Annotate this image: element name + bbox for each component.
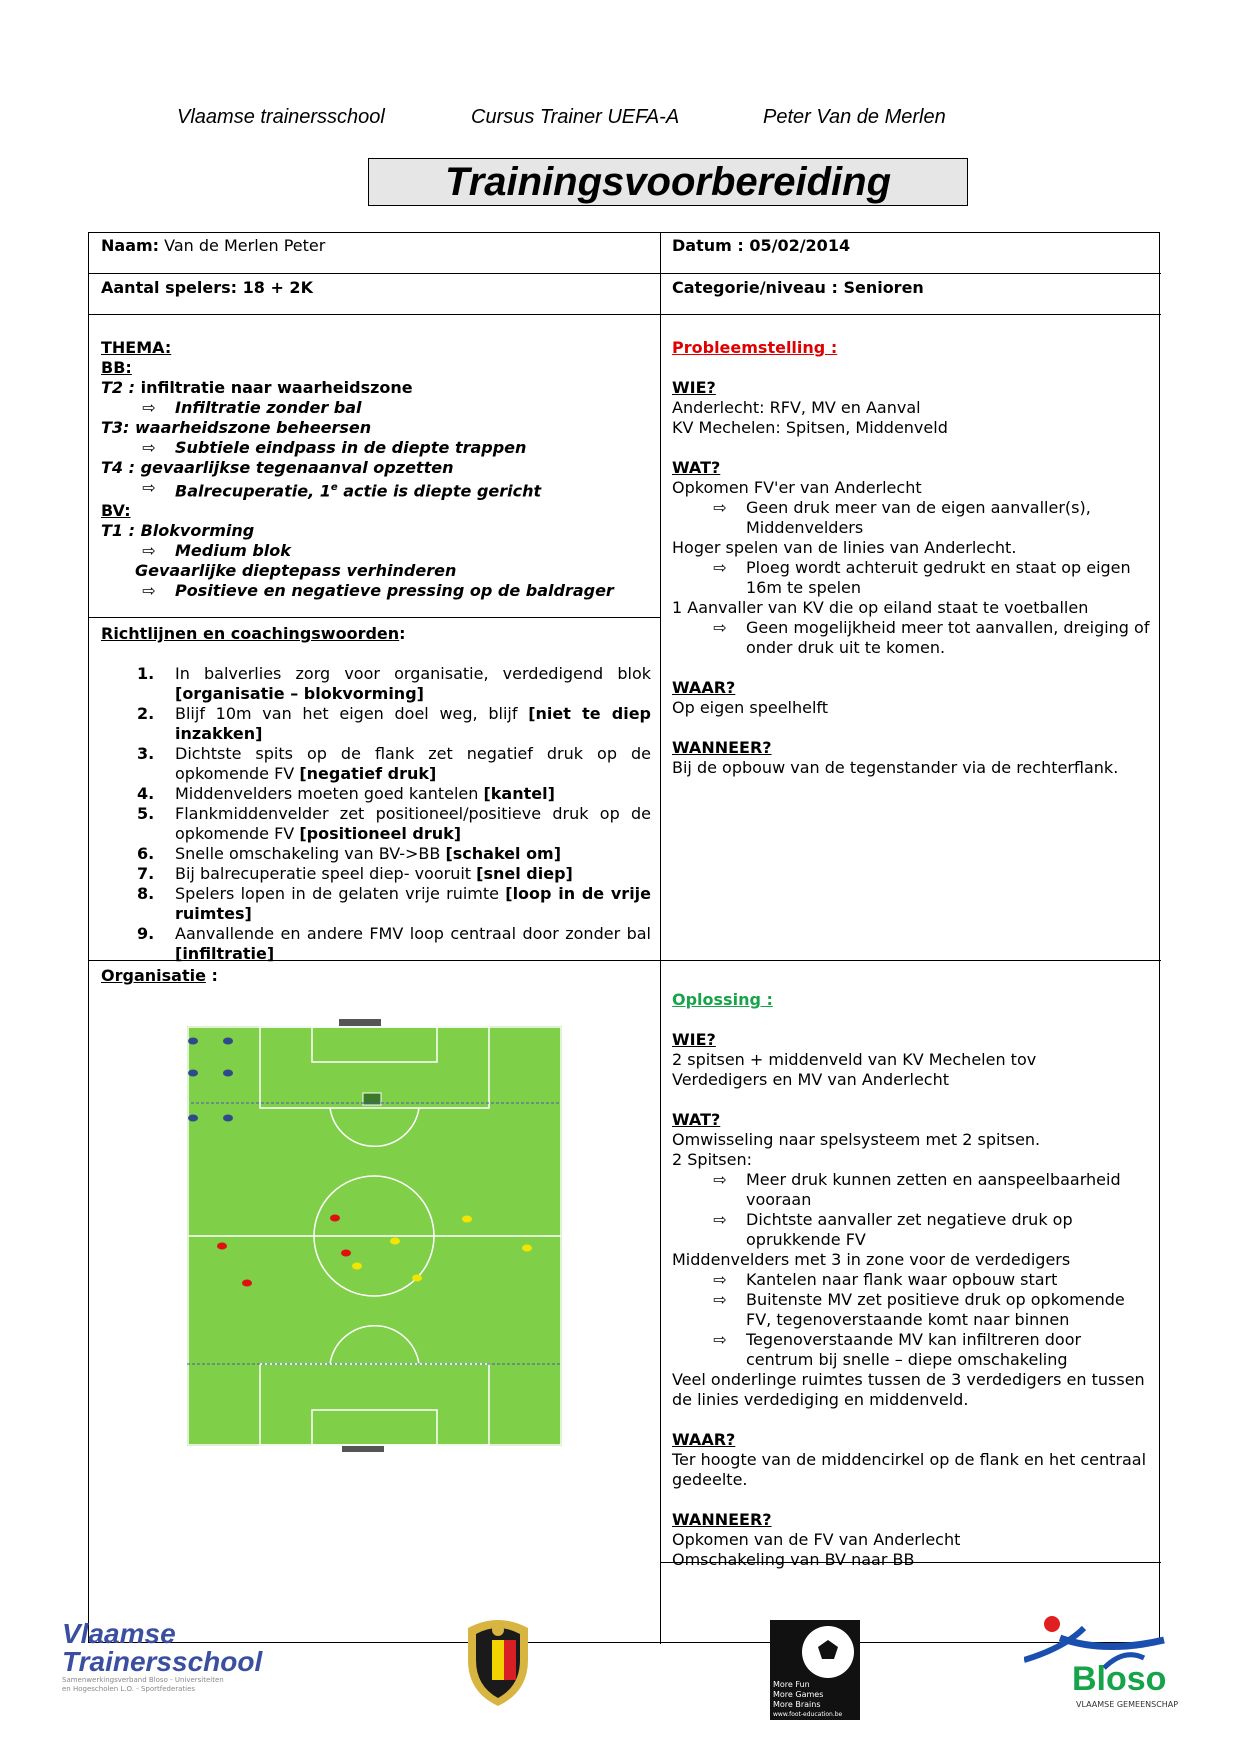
probleem-wat-2-sub: Ploeg wordt achteruit gedrukt en staat op eigen 16m te spelen <box>746 558 1131 597</box>
richtlijn-number: 3. <box>137 744 155 763</box>
row-divider <box>89 617 660 618</box>
player-dot-blue <box>223 1115 233 1122</box>
page-title: Trainingsvoorbereiding <box>368 158 968 206</box>
fe-url: www.foot-education.be <box>773 1711 843 1718</box>
player-dot-yellow <box>522 1245 532 1252</box>
form-table <box>88 232 1160 1643</box>
richtlijn-item <box>101 804 651 844</box>
foot-education-logo <box>770 1620 860 1720</box>
wat-label: WAT? <box>672 458 721 477</box>
oplossing-wat-3-sub3: Tegenoverstaande MV kan infiltreren door centrum bij snelle – diepe omschakeling <box>746 1330 1082 1369</box>
richtlijn-keyword: [schakel om] <box>445 844 562 863</box>
probleem-wanneer: Bij de opbouw van de tegenstander via de rechterflank. <box>672 758 1119 777</box>
richtlijn-number: 9. <box>137 924 155 943</box>
richtlijn-item <box>101 664 651 704</box>
richtlijn-number: 1. <box>137 664 155 683</box>
t2-sub: Infiltratie zonder bal <box>175 398 362 417</box>
thema-label: THEMA: <box>101 338 172 357</box>
probleem-wie-1: Anderlecht: RFV, MV en Aanval <box>672 398 921 417</box>
richtlijnen-section: Richtlijnen en coachingswoorden: 1. In balverlies zorg voor organisatie, verdedigend blok [organisatie – blokvorming] 2. Blijf 10m van het eigen doel weg, blijf [niet te diep inzakken] 3. Dichtste spits op de flank zet negatief druk op de opkomende FV [negatief druk] 4. Middenvelders moeten goed kantelen [kantel] 5. Flankmiddenvelder zet positioneel/positieve druk op de opkomende FV [positioneel druk] 6. Snelle omschakeling van BV->BB [schakel om] 7. Bij balrecuperatie speel diep- vooruit [snel diep] 8. Spelers lopen in de gelaten vrije ruimte [loop in de vrije ruimtes] 9. Aanvallende en andere FMV loop centraal door zonder bal [infiltratie] <box>101 624 652 963</box>
arrow-icon: ⇨ <box>713 1270 727 1289</box>
player-dot-yellow <box>462 1216 472 1223</box>
richtlijn-keyword: [infiltratie] <box>175 944 275 963</box>
richtlijn-number: 4. <box>137 784 155 803</box>
richtlijn-keyword: [negatief druk] <box>299 764 437 783</box>
oplossing-wat-4: Veel onderlinge ruimtes tussen de 3 verdedigers en tussen de linies verdediging en middenveld. <box>672 1370 1145 1409</box>
t2-prefix: T2 : <box>101 378 136 397</box>
oplossing-wie-1: 2 spitsen + middenveld van KV Mechelen tov <box>672 1050 1037 1069</box>
arrow-icon: ⇨ <box>713 1330 727 1349</box>
logo-small-2: en Hogescholen L.O. - Sportfederaties <box>62 1685 196 1693</box>
player-dot-red <box>217 1243 227 1250</box>
richtlijn-keyword: [kantel] <box>483 784 555 803</box>
waar-label: WAAR? <box>672 678 736 697</box>
richtlijn-keyword: [loop in de vrije ruimtes] <box>175 884 652 923</box>
richtlijn-item <box>101 844 651 864</box>
arrow-icon: ⇨ <box>142 541 156 561</box>
organisatie-field: Organisatie : <box>101 966 218 985</box>
t3-sub: Subtiele eindpass in de diepte trappen <box>175 438 527 457</box>
arrow-icon: ⇨ <box>713 618 727 637</box>
richtlijn-item <box>101 784 651 804</box>
richtlijn-number: 2. <box>137 704 155 723</box>
player-dot-red <box>330 1215 340 1222</box>
oplossing-label: Oplossing : <box>672 990 773 1009</box>
richtlijnen-label: Richtlijnen en coachingswoorden <box>101 624 400 643</box>
richtlijn-text: Middenvelders moeten goed kantelen <box>175 784 484 803</box>
datum-field: Datum : 05/02/2014 <box>672 236 851 255</box>
oplossing-section <box>672 990 1152 1570</box>
richtlijn-text: Spelers lopen in de gelaten vrije ruimte <box>175 884 506 903</box>
richtlijn-number: 5. <box>137 804 155 823</box>
arrow-icon: ⇨ <box>713 1290 727 1309</box>
row-divider <box>89 273 1161 274</box>
richtlijn-item <box>101 864 651 884</box>
oplossing-wanneer-2: Omschakeling van BV naar BB <box>672 1550 915 1569</box>
player-dot-blue <box>188 1038 198 1045</box>
richtlijn-item <box>101 884 651 924</box>
t1-text: T1 : Blokvorming <box>101 521 255 541</box>
bb-label: BB: <box>101 358 132 377</box>
wie-label: WIE? <box>672 1030 716 1049</box>
oplossing-wat-2: 2 Spitsen: <box>672 1150 753 1169</box>
player-dot-blue <box>188 1070 198 1077</box>
pitch-diagram <box>187 1016 587 1452</box>
arrow-icon: ⇨ <box>713 558 727 577</box>
oplossing-wat-3: Middenvelders met 3 in zone voor de verdedigers <box>672 1250 1071 1269</box>
oplossing-wat-3-sub2: Buitenste MV zet positieve druk op opkomende FV, tegenoverstaande komt naar binnen <box>746 1290 1125 1329</box>
vlaamse-trainersschool-logo <box>62 1620 262 1694</box>
t1-sub2: Positieve en negatieve pressing op de baldrager <box>175 581 614 601</box>
probleem-section <box>672 338 1152 778</box>
richtlijn-item <box>101 744 651 784</box>
arrow-icon: ⇨ <box>142 581 156 601</box>
naam-value: Van de Merlen Peter <box>159 236 326 255</box>
probleem-wat-2: Hoger spelen van de linies van Anderlecht. <box>672 538 1017 557</box>
logo-text-2: Trainersschool <box>62 1646 263 1677</box>
wanneer-label: WANNEER? <box>672 1510 772 1529</box>
t4-text: T4 : gevaarlijkse tegenaanval opzetten <box>101 458 454 477</box>
t1-sub: Medium blok <box>175 541 291 561</box>
column-divider <box>660 233 661 1644</box>
naam-field <box>101 236 325 256</box>
richtlijn-number: 6. <box>137 844 155 863</box>
arrow-icon: ⇨ <box>713 1170 727 1189</box>
probleem-wat-1-sub: Geen druk meer van de eigen aanvaller(s), Middenvelders <box>746 498 1091 537</box>
logo-text-1: Vlaamse <box>62 1618 176 1649</box>
player-dot-red <box>242 1280 252 1287</box>
player-dot-yellow <box>352 1263 362 1270</box>
richtlijn-keyword: [positioneel druk] <box>299 824 462 843</box>
player-dot-blue <box>188 1115 198 1122</box>
arrow-icon: ⇨ <box>142 438 156 457</box>
arrow-icon: ⇨ <box>142 478 156 497</box>
probleem-label: Probleemstelling : <box>672 338 838 357</box>
richtlijn-text: Dichtste spits op de flank zet negatief druk op de opkomende FV <box>175 744 651 783</box>
goal-top <box>339 1019 381 1026</box>
wie-label: WIE? <box>672 378 716 397</box>
richtlijn-text: Bij balrecuperatie speel diep- vooruit <box>175 864 477 883</box>
probleem-wat-3-sub: Geen mogelijkheid meer tot aanvallen, dreiging of onder druk uit te komen. <box>746 618 1150 657</box>
probleem-wat-3: 1 Aanvaller van KV die op eiland staat te voetballen <box>672 598 1089 617</box>
oplossing-waar: Ter hoogte van de middencirkel op de flank en het centraal gedeelte. <box>672 1450 1147 1489</box>
t4-sub: Balrecuperatie, 1e actie is diepte gericht <box>175 481 542 501</box>
row-divider <box>89 314 1161 315</box>
belgian-fa-crest-icon <box>458 1610 538 1710</box>
probleem-waar: Op eigen speelhelft <box>672 698 829 717</box>
fe-text-1: More Fun <box>773 1680 810 1689</box>
richtlijn-text: In balverlies zorg voor organisatie, verdedigend blok <box>175 664 651 683</box>
oplossing-wat-3-sub1: Kantelen naar flank waar opbouw start <box>746 1270 1058 1289</box>
player-dot-blue <box>223 1038 233 1045</box>
goal-bottom <box>342 1446 384 1452</box>
header-course: Cursus Trainer UEFA-A <box>471 106 680 128</box>
waar-label: WAAR? <box>672 1430 736 1449</box>
arrow-icon: ⇨ <box>713 1210 727 1229</box>
soccer-ball-icon <box>800 1624 856 1680</box>
bv-label: BV: <box>101 501 131 521</box>
wanneer-label: WANNEER? <box>672 738 772 757</box>
oplossing-wanneer-1: Opkomen van de FV van Anderlecht <box>672 1530 961 1549</box>
richtlijn-item <box>101 924 651 964</box>
oplossing-wat-1: Omwisseling naar spelsysteem met 2 spitsen. <box>672 1130 1041 1149</box>
fe-text-2: More Games <box>773 1690 824 1699</box>
t2-text: infiltratie naar waarheidszone <box>135 378 413 397</box>
oplossing-wie-2: Verdedigers en MV van Anderlecht <box>672 1070 950 1089</box>
bloso-subtext: VLAAMSE GEMEENSCHAP <box>1076 1700 1179 1709</box>
richtlijn-keyword: [organisatie – blokvorming] <box>175 684 424 703</box>
richtlijn-text: Blijf 10m van het eigen doel weg, blijf <box>175 704 529 723</box>
t3-text: T3: waarheidszone beheersen <box>101 418 372 437</box>
probleem-wat-1: Opkomen FV'er van Anderlecht <box>672 478 922 497</box>
oplossing-wat-2-sub2: Dichtste aanvaller zet negatieve druk op oprukkende FV <box>746 1210 1073 1249</box>
richtlijn-keyword: [niet te diep inzakken] <box>175 704 651 743</box>
header-author: Peter Van de Merlen <box>763 106 946 128</box>
richtlijn-keyword: [snel diep] <box>476 864 573 883</box>
richtlijn-text: Aanvallende en andere FMV loop centraal door zonder bal <box>175 924 651 943</box>
richtlijn-number: 7. <box>137 864 155 883</box>
organisatie-label: Organisatie <box>101 966 206 985</box>
player-dot-blue <box>223 1070 233 1077</box>
thema-section <box>101 338 651 601</box>
spelers-field: Aantal spelers: 18 + 2K <box>101 278 313 297</box>
t1-line2: Gevaarlijke dieptepass verhinderen <box>135 561 457 581</box>
fe-text-3: More Brains <box>773 1700 821 1709</box>
oplossing-wat-2-sub1: Meer druk kunnen zetten en aanspeelbaarheid vooraan <box>746 1170 1121 1209</box>
bloso-text: Bloso <box>1072 1660 1167 1698</box>
richtlijn-item <box>101 704 651 744</box>
richtlijn-number: 8. <box>137 884 155 903</box>
player-dot-yellow <box>390 1238 400 1245</box>
arrow-icon: ⇨ <box>713 498 727 517</box>
player-dot-red <box>341 1250 351 1257</box>
richtlijn-text: Flankmiddenvelder zet positioneel/positieve druk op de opkomende FV <box>175 804 651 843</box>
wat-label: WAT? <box>672 1110 721 1129</box>
logo-small-1: Samenwerkingsverband Bloso - Universiteiten <box>62 1676 224 1684</box>
bloso-logo <box>1024 1608 1194 1718</box>
naam-label: Naam: <box>101 236 160 255</box>
header-school: Vlaamse trainersschool <box>177 106 385 128</box>
richtlijnen-list <box>101 664 651 964</box>
richtlijn-text: Snelle omschakeling van BV->BB <box>175 844 446 863</box>
arrow-icon: ⇨ <box>142 398 156 417</box>
probleem-wie-2: KV Mechelen: Spitsen, Middenveld <box>672 418 948 437</box>
categorie-field: Categorie/niveau : Senioren <box>672 278 924 297</box>
player-dot-yellow <box>412 1275 422 1282</box>
